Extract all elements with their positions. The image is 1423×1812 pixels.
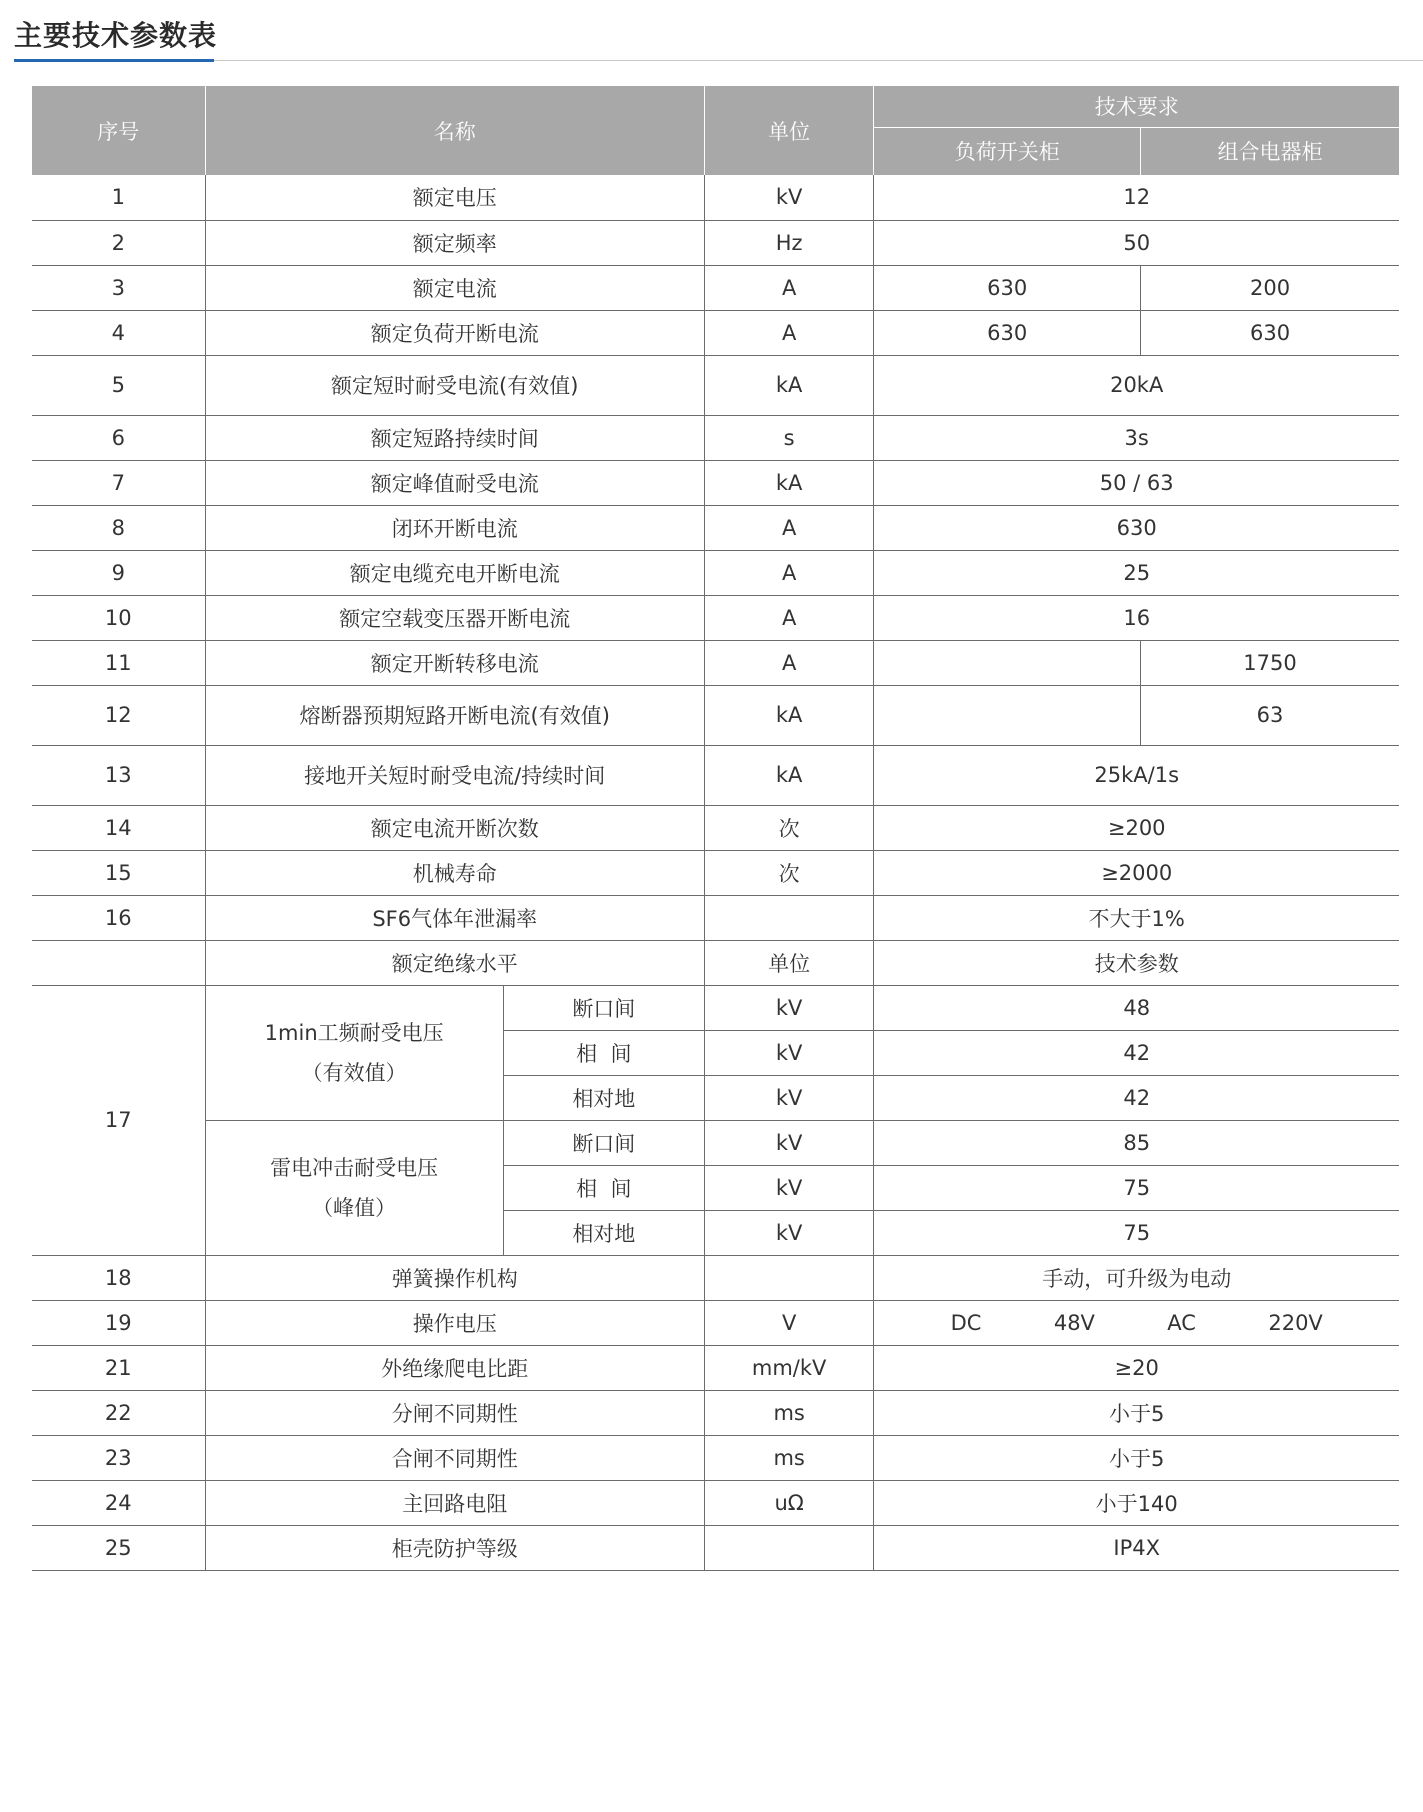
- unit-cell: 次: [704, 850, 874, 895]
- unit-cell: Hz: [704, 220, 874, 265]
- name-cell: 额定频率: [205, 220, 704, 265]
- name-cell: 额定电压: [205, 175, 704, 220]
- unit-cell: [704, 1255, 874, 1300]
- seq-cell: 17: [32, 985, 205, 1255]
- table-row: [32, 850, 1399, 895]
- unit-cell: 次: [704, 805, 874, 850]
- name-cell: 闭环开断电流: [205, 505, 704, 550]
- value-cell: 20kA: [874, 355, 1399, 415]
- value-cell: 小于5: [874, 1390, 1399, 1435]
- value-cell: 75: [874, 1165, 1399, 1210]
- unit-cell: kV: [704, 1165, 874, 1210]
- seq-cell: 7: [32, 460, 205, 505]
- title-divider: [14, 60, 1423, 61]
- unit-cell: [704, 1525, 874, 1570]
- load-switch-value-cell: 630: [874, 265, 1141, 310]
- seq-cell: 10: [32, 595, 205, 640]
- seq-cell: 1: [32, 175, 205, 220]
- spec-table: [32, 86, 1399, 1571]
- seq-cell: 18: [32, 1255, 205, 1300]
- unit-cell: [704, 895, 874, 940]
- dc-label: DC: [950, 1310, 982, 1335]
- seq-cell: 9: [32, 550, 205, 595]
- table-row: [32, 640, 1399, 685]
- unit-cell: kV: [704, 1075, 874, 1120]
- dc-value: 48V: [1053, 1310, 1095, 1335]
- table-row: [32, 1300, 1399, 1345]
- page-title: 主要技术参数表: [14, 19, 218, 52]
- table-row: [32, 310, 1399, 355]
- value-cell: 630: [874, 505, 1399, 550]
- value-cell: 25: [874, 550, 1399, 595]
- seq-cell: 14: [32, 805, 205, 850]
- value-cell: 小于140: [874, 1480, 1399, 1525]
- unit-cell: kV: [704, 1030, 874, 1075]
- value-cell: 85: [874, 1120, 1399, 1165]
- table-row: [32, 175, 1399, 220]
- value-cell: 75: [874, 1210, 1399, 1255]
- unit-cell: kV: [704, 1210, 874, 1255]
- seq-cell: 22: [32, 1390, 205, 1435]
- value-cell: ≥200: [874, 805, 1399, 850]
- unit-cell: kV: [704, 985, 874, 1030]
- table-row: [32, 1525, 1399, 1570]
- header-load-switch: 负荷开关柜: [874, 127, 1141, 175]
- unit-cell: A: [704, 595, 874, 640]
- operating-voltage-cell: [874, 1300, 1399, 1345]
- name-cell: 额定电流开断次数: [205, 805, 704, 850]
- seq-cell: 25: [32, 1525, 205, 1570]
- unit-cell: kA: [704, 460, 874, 505]
- table-row: [32, 355, 1399, 415]
- value-cell: 50: [874, 220, 1399, 265]
- seq-cell: 23: [32, 1435, 205, 1480]
- seq-cell: 4: [32, 310, 205, 355]
- subname-cell: 相 间: [503, 1165, 704, 1210]
- seq-cell: 8: [32, 505, 205, 550]
- name-cell: 额定短路持续时间: [205, 415, 704, 460]
- subname-cell: 相 间: [503, 1030, 704, 1075]
- unit-cell: ms: [704, 1390, 874, 1435]
- table-row: [32, 1345, 1399, 1390]
- name-cell: 主回路电阻: [205, 1480, 704, 1525]
- name-cell: 额定短时耐受电流(有效值): [205, 355, 704, 415]
- seq-cell: 13: [32, 745, 205, 805]
- seq-cell: 3: [32, 265, 205, 310]
- insulation-name-cell: 额定绝缘水平: [205, 940, 704, 985]
- unit-cell: A: [704, 640, 874, 685]
- unit-cell: A: [704, 550, 874, 595]
- subname-cell: 相对地: [503, 1210, 704, 1255]
- combo-value-cell: 1750: [1141, 640, 1399, 685]
- unit-cell: kA: [704, 355, 874, 415]
- title-accent-bar: [14, 59, 214, 62]
- header-seq: 序号: [32, 86, 205, 175]
- value-cell: 48: [874, 985, 1399, 1030]
- name-cell: 额定负荷开断电流: [205, 310, 704, 355]
- table-row: [32, 505, 1399, 550]
- unit-cell: ms: [704, 1435, 874, 1480]
- group-name-line1: 1min工频耐受电压: [264, 1020, 444, 1045]
- combo-value-cell: 200: [1141, 265, 1399, 310]
- value-cell: 3s: [874, 415, 1399, 460]
- name-cell: 机械寿命: [205, 850, 704, 895]
- insulation-unit-cell: 单位: [704, 940, 874, 985]
- table-row: [32, 220, 1399, 265]
- unit-cell: kV: [704, 175, 874, 220]
- value-cell: ≥20: [874, 1345, 1399, 1390]
- seq-cell: 12: [32, 685, 205, 745]
- name-cell: 分闸不同期性: [205, 1390, 704, 1435]
- seq-cell: 2: [32, 220, 205, 265]
- value-cell: 50 / 63: [874, 460, 1399, 505]
- group-name-cell: [205, 985, 503, 1120]
- name-cell: 额定开断转移电流: [205, 640, 704, 685]
- load-switch-value-cell: [874, 685, 1141, 745]
- group-name-line2: （峰值）: [312, 1195, 397, 1220]
- table-row: [32, 595, 1399, 640]
- table-row: [32, 1120, 1399, 1165]
- header-tech: 技术要求: [874, 86, 1399, 127]
- group-name-line1: 雷电冲击耐受电压: [270, 1155, 439, 1180]
- combo-value-cell: 63: [1141, 685, 1399, 745]
- unit-cell: s: [704, 415, 874, 460]
- seq-cell: [32, 940, 205, 985]
- header-name: 名称: [205, 86, 704, 175]
- value-cell: 12: [874, 175, 1399, 220]
- value-cell: 小于5: [874, 1435, 1399, 1480]
- unit-cell: kA: [704, 745, 874, 805]
- name-cell: 柜壳防护等级: [205, 1525, 704, 1570]
- name-cell: 弹簧操作机构: [205, 1255, 704, 1300]
- value-cell: 16: [874, 595, 1399, 640]
- header-combo: 组合电器柜: [1141, 127, 1399, 175]
- value-cell: 42: [874, 1030, 1399, 1075]
- name-cell: 额定峰值耐受电流: [205, 460, 704, 505]
- table-row: [32, 1255, 1399, 1300]
- seq-cell: 11: [32, 640, 205, 685]
- subname-cell: 断口间: [503, 1120, 704, 1165]
- seq-cell: 16: [32, 895, 205, 940]
- table-row: [32, 745, 1399, 805]
- table-row: [32, 685, 1399, 745]
- value-cell: 不大于1%: [874, 895, 1399, 940]
- value-cell: 25kA/1s: [874, 745, 1399, 805]
- table-row: [32, 1390, 1399, 1435]
- name-cell: SF6气体年泄漏率: [205, 895, 704, 940]
- unit-cell: uΩ: [704, 1480, 874, 1525]
- table-row: [32, 460, 1399, 505]
- table-row: [32, 1435, 1399, 1480]
- subname-cell: 相对地: [503, 1075, 704, 1120]
- value-cell: IP4X: [874, 1525, 1399, 1570]
- table-row: [32, 415, 1399, 460]
- unit-cell: kV: [704, 1120, 874, 1165]
- insulation-header-row: [32, 940, 1399, 985]
- load-switch-value-cell: [874, 640, 1141, 685]
- unit-cell: V: [704, 1300, 874, 1345]
- table-row: [32, 985, 1399, 1030]
- load-switch-value-cell: 630: [874, 310, 1141, 355]
- table-row: [32, 550, 1399, 595]
- unit-cell: mm/kV: [704, 1345, 874, 1390]
- name-cell: 接地开关短时耐受电流/持续时间: [205, 745, 704, 805]
- unit-cell: A: [704, 310, 874, 355]
- value-cell: 42: [874, 1075, 1399, 1120]
- group-name-line2: （有效值）: [301, 1060, 407, 1085]
- table-row: [32, 805, 1399, 850]
- ac-label: AC: [1167, 1310, 1196, 1335]
- table-row: [32, 265, 1399, 310]
- seq-cell: 19: [32, 1300, 205, 1345]
- seq-cell: 24: [32, 1480, 205, 1525]
- ac-value: 220V: [1268, 1310, 1323, 1335]
- value-cell: 手动，可升级为电动: [874, 1255, 1399, 1300]
- table-row: [32, 1480, 1399, 1525]
- group-name-cell: [205, 1120, 503, 1255]
- unit-cell: kA: [704, 685, 874, 745]
- seq-cell: 15: [32, 850, 205, 895]
- table-row: [32, 895, 1399, 940]
- name-cell: 额定电缆充电开断电流: [205, 550, 704, 595]
- name-cell: 熔断器预期短路开断电流(有效值): [205, 685, 704, 745]
- name-cell: 外绝缘爬电比距: [205, 1345, 704, 1390]
- subname-cell: 断口间: [503, 985, 704, 1030]
- unit-cell: A: [704, 265, 874, 310]
- unit-cell: A: [704, 505, 874, 550]
- insulation-value-cell: 技术参数: [874, 940, 1399, 985]
- name-cell: 操作电压: [205, 1300, 704, 1345]
- combo-value-cell: 630: [1141, 310, 1399, 355]
- seq-cell: 5: [32, 355, 205, 415]
- name-cell: 额定电流: [205, 265, 704, 310]
- name-cell: 额定空载变压器开断电流: [205, 595, 704, 640]
- seq-cell: 6: [32, 415, 205, 460]
- seq-cell: 21: [32, 1345, 205, 1390]
- name-cell: 合闸不同期性: [205, 1435, 704, 1480]
- header-unit: 单位: [704, 86, 874, 175]
- value-cell: ≥2000: [874, 850, 1399, 895]
